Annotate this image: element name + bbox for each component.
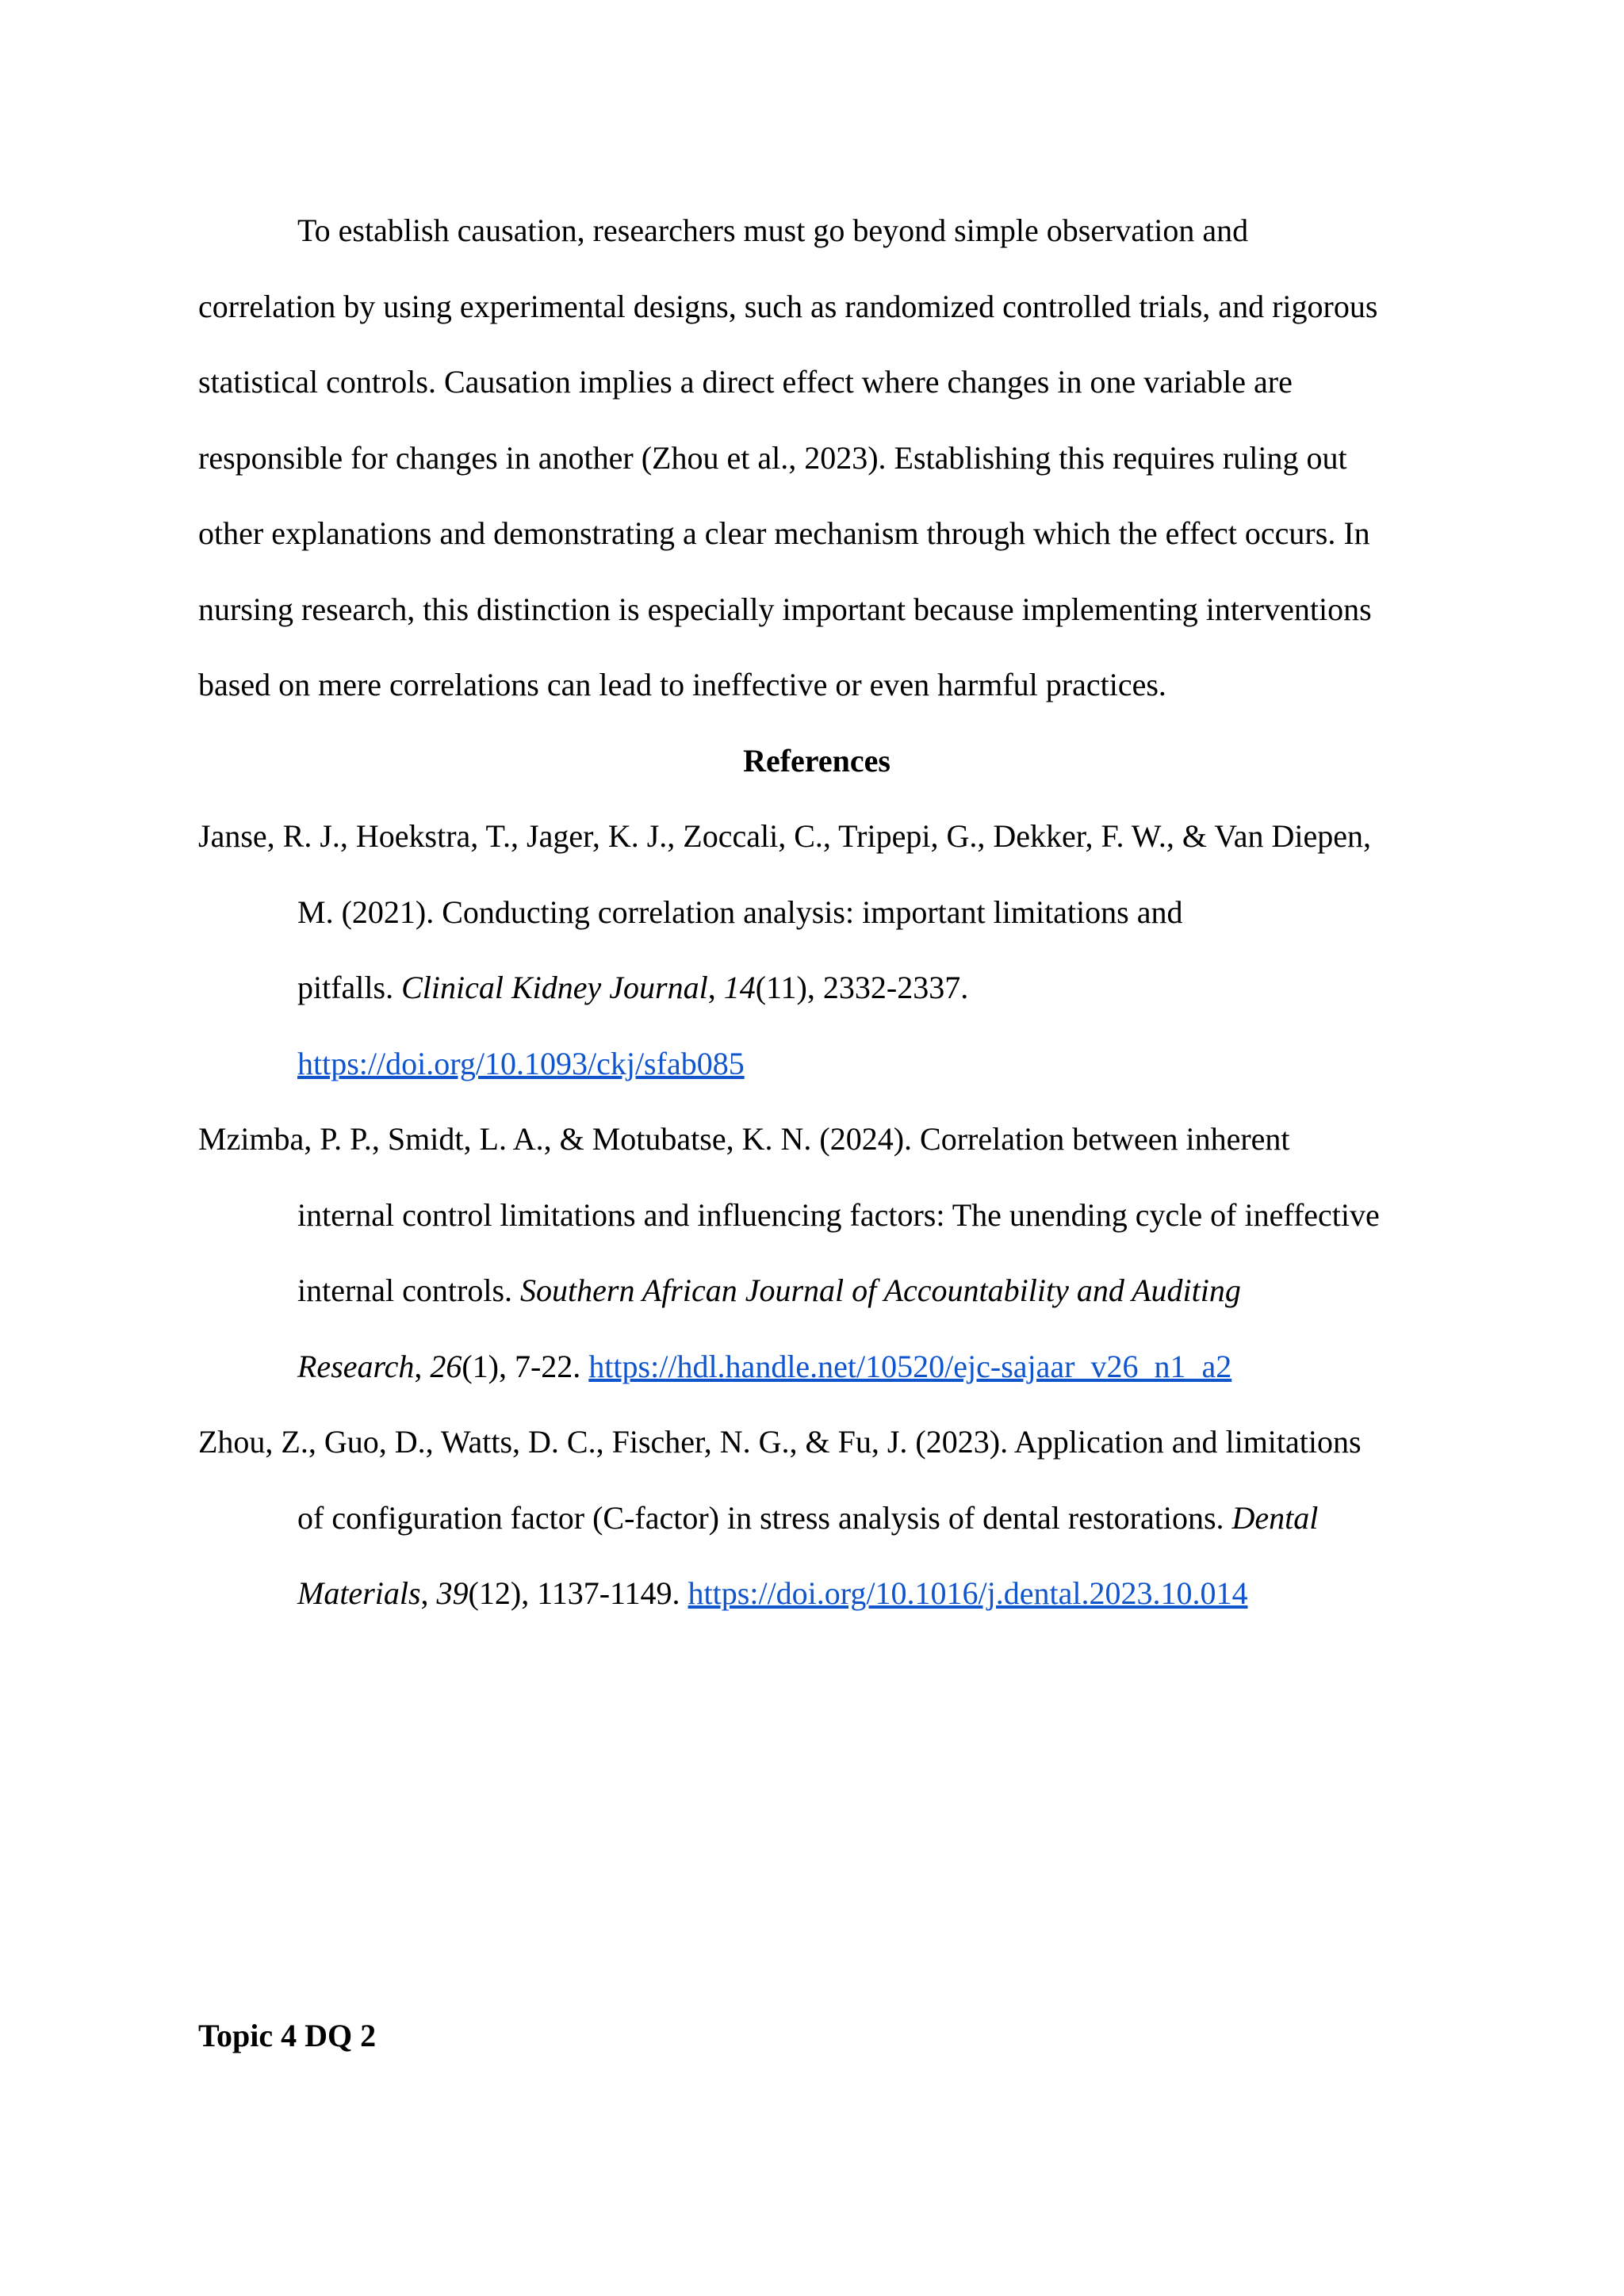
journal-title: Southern African Journal of Accountability and Auditing: [520, 1272, 1241, 1308]
journal-title: Dental: [1231, 1499, 1319, 1536]
reference-line: M. (2021). Conducting correlation analysis: important limitations and: [297, 894, 1183, 930]
paragraph-line: correlation by using experimental designs, such as randomized controlled trials, and rigorous: [198, 288, 1378, 324]
reference-mzimba: [198, 1101, 1435, 1404]
reference-line: internal control limitations and influencing factors: The unending cycle of ineffective: [297, 1196, 1380, 1233]
reference-text: (11), 2332-2337.: [755, 970, 969, 1005]
journal-volume: 14: [723, 970, 756, 1005]
causation-paragraph: [198, 193, 1435, 723]
reference-line: [198, 1480, 1435, 1556]
journal-volume: 26: [430, 1348, 462, 1384]
handle-link[interactable]: https://hdl.handle.net/10520/ejc-sajaar_v26_n1_a2: [588, 1348, 1232, 1384]
doi-link[interactable]: https://doi.org/10.1016/j.dental.2023.10.014: [688, 1575, 1248, 1611]
paragraph-line: responsible for changes in another (Zhou et al., 2023). Establishing this requires ruling out: [198, 439, 1347, 476]
reference-janse: [198, 798, 1435, 1101]
paragraph-line: To establish causation, researchers must go beyond simple observation and: [297, 212, 1249, 248]
reference-line: [198, 1026, 1435, 1102]
reference-line: Mzimba, P. P., Smidt, L. A., & Motubatse, K. N. (2024). Correlation between inherent: [198, 1121, 1290, 1157]
reference-zhou: [198, 1404, 1435, 1632]
paragraph-line: statistical controls. Causation implies a direct effect where changes in one variable are: [198, 364, 1293, 400]
journal-title: Materials: [297, 1575, 421, 1611]
reference-line: Zhou, Z., Guo, D., Watts, D. C., Fischer, N. G., & Fu, J. (2023). Application and limitations: [198, 1424, 1362, 1460]
reference-text: internal controls.: [297, 1272, 521, 1308]
reference-text: pitfalls.: [297, 970, 402, 1005]
reference-text: ,: [707, 970, 724, 1005]
reference-text: (1), 7-22.: [462, 1348, 589, 1384]
reference-text: ,: [420, 1575, 437, 1611]
paragraph-line: nursing research, this distinction is especially important because implementing interventions: [198, 591, 1372, 627]
reference-line: [198, 1253, 1435, 1329]
reference-line: [198, 950, 1435, 1026]
journal-title: Clinical Kidney Journal: [401, 970, 708, 1005]
journal-volume: 39: [436, 1575, 469, 1611]
reference-line: [198, 1329, 1435, 1405]
paragraph-line: other explanations and demonstrating a clear mechanism through which the effect occurs. In: [198, 515, 1370, 551]
reference-text: ,: [414, 1348, 431, 1384]
reference-text: of configuration factor (C-factor) in stress analysis of dental restorations.: [297, 1499, 1232, 1536]
doi-link[interactable]: https://doi.org/10.1093/ckj/sfab085: [297, 1045, 745, 1081]
reference-line: [198, 1556, 1435, 1632]
journal-title: Research: [297, 1348, 415, 1384]
topic-heading: Topic 4 DQ 2: [198, 2018, 377, 2053]
reference-line: Janse, R. J., Hoekstra, T., Jager, K. J., Zoccali, C., Tripepi, G., Dekker, F. W., & Van Diepen,: [198, 818, 1371, 854]
reference-text: (12), 1137-1149.: [468, 1575, 688, 1611]
document-body: [198, 193, 1435, 1632]
references-heading: References: [743, 742, 891, 779]
paragraph-line: based on mere correlations can lead to ineffective or even harmful practices.: [198, 667, 1166, 702]
